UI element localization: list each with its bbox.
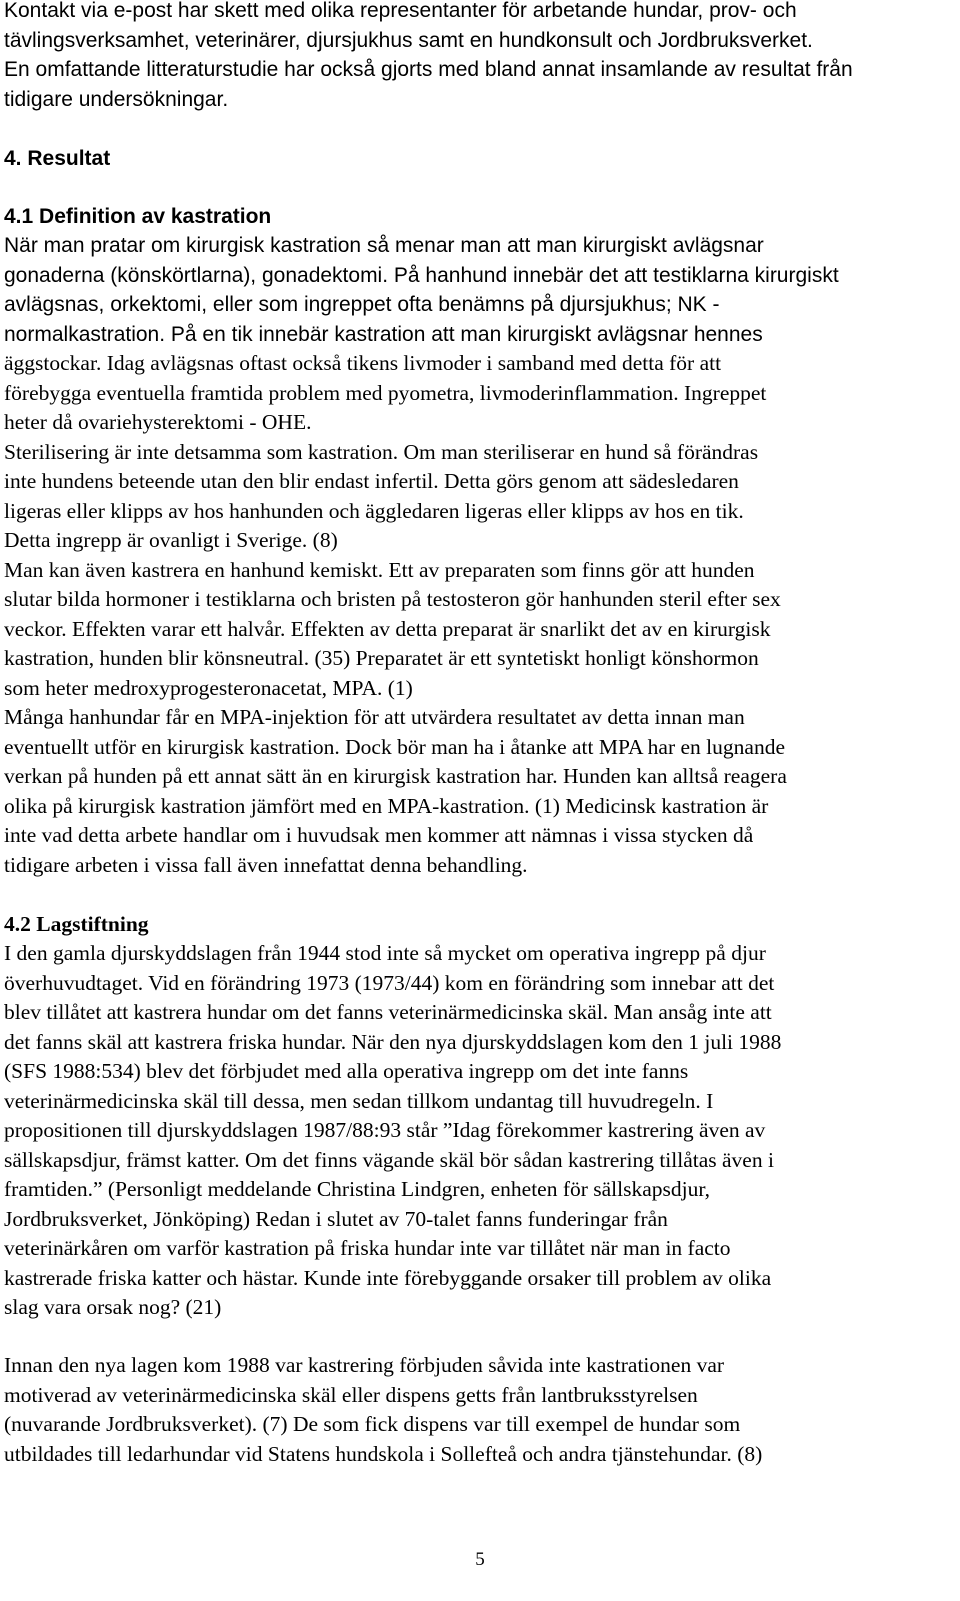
text-line: Sterilisering är inte detsamma som kastration. Om man steriliserar en hund så förändras <box>4 439 759 464</box>
text-line: En omfattande litteraturstudie har också gjorts med bland annat insamlande av resultat från <box>4 58 853 81</box>
text-line: ligeras eller klipps av hos hanhunden och äggledaren ligeras eller klipps av hos en tik. <box>4 498 744 523</box>
text-line: veterinärkåren om varför kastration på friska hundar inte var tillåtet när man in facto <box>4 1236 731 1260</box>
text-line: inte hundens beteende utan den blir endast infertil. Detta görs genom att sädesledaren <box>4 469 739 493</box>
section-heading-definition: 4.1 Definition av kastration <box>4 205 272 228</box>
section-4-2-paragraph-2 <box>4 1351 954 1469</box>
text-line: Kontakt via e-post har skett med olika representanter för arbetande hundar, prov- och <box>4 0 797 22</box>
text-line: slag vara orsak nog? (21) <box>4 1295 222 1319</box>
text-line: blev tillåtet att kastrera hundar om det fanns veterinärmedicinska skäl. Man ansåg inte att <box>4 1000 772 1024</box>
text-line: kastration, hunden blir könsneutral. (35) Preparatet är ett syntetiskt honligt könshormon <box>4 646 759 670</box>
text-line: heter då ovariehysterektomi - OHE. <box>4 410 312 434</box>
page-number: 5 <box>475 1549 485 1570</box>
text-line: Jordbruksverket, Jönköping) Redan i slutet av 70-talet fanns funderingar från <box>4 1206 668 1231</box>
text-line: veterinärmedicinska skäl till dessa, men sedan tillkom undantag till huvudregeln. I <box>4 1088 714 1113</box>
text-line: tidigare undersökningar. <box>4 87 229 111</box>
text-line: det fanns skäl att kastrera friska hundar. När den nya djurskyddslagen kom den 1 juli 1988 <box>4 1029 782 1054</box>
text-line: äggstockar. Idag avlägsnas oftast också tikens livmoder i samband med detta för att <box>4 351 722 375</box>
text-line: eventuellt utför en kirurgisk kastration. Dock bör man ha i åtanke att MPA har en lugnande <box>4 734 785 759</box>
text-line: framtiden.” (Personligt meddelande Christina Lindgren, enheten för sällskapsdjur, <box>4 1177 711 1201</box>
text-line: kastrerade friska katter och hästar. Kunde inte förebyggande orsaker till problem av olika <box>4 1265 772 1290</box>
text-line: Innan den nya lagen kom 1988 var kastrering förbjuden såvida inte kastrationen var <box>4 1353 725 1377</box>
section-4-1-body <box>4 231 954 880</box>
text-line: avlägsnas, orkektomi, eller som ingreppet ofta benämns på djursjukhus; NK - <box>4 293 720 316</box>
text-line: tävlingsverksamhet, veterinärer, djursjukhus samt en hundkonsult och Jordbruksverket. <box>4 28 813 52</box>
text-line: I den gamla djurskyddslagen från 1944 stod inte så mycket om operativa ingrepp på djur <box>4 941 766 965</box>
text-line: (SFS 1988:534) blev det förbjudet med alla operativa ingrepp om det inte fanns <box>4 1059 689 1083</box>
text-line: normalkastration. På en tik innebär kastration att man kirurgiskt avlägsnar hennes <box>4 322 763 346</box>
text-line: sällskapsdjur, främst katter. Om det finns vägande skäl bör sådan kastrering tillåtas även i <box>4 1147 774 1172</box>
text-line: motiverad av veterinärmedicinska skäl eller dispens getts från lantbruksstyrelsen <box>4 1382 698 1407</box>
text-line: slutar bilda hormoner i testiklarna och bristen på testosteron gör hanhunden steril efter sex <box>4 587 781 611</box>
text-line: Detta ingrepp är ovanligt i Sverige. (8) <box>4 528 338 552</box>
intro-paragraph <box>4 0 954 114</box>
text-line: (nuvarande Jordbruksverket). (7) De som fick dispens var till exempel de hundar som <box>4 1412 741 1436</box>
text-line: Många hanhundar får en MPA-injektion för att utvärdera resultatet av detta innan man <box>4 705 745 729</box>
section-4-2-body <box>4 939 954 1323</box>
text-line: verkan på hunden på ett annat sätt än en kirurgisk kastration har. Hunden kan alltså reagera <box>4 764 787 788</box>
text-line: När man pratar om kirurgisk kastration så menar man att man kirurgiskt avlägsnar <box>4 234 764 257</box>
text-line: gonaderna (könskörtlarna), gonadektomi. På hanhund innebär det att testiklarna kirurgiskt <box>4 263 839 287</box>
text-line: Man kan även kastrera en hanhund kemiskt. Ett av preparaten som finns gör att hunden <box>4 557 755 582</box>
text-line: inte vad detta arbete handlar om i huvudsak men kommer att nämnas i vissa stycken då <box>4 823 754 847</box>
text-line: veckor. Effekten varar ett halvår. Effekten av detta preparat är snarlikt det av en kirurgisk <box>4 616 771 641</box>
text-line: utbildades till ledarhundar vid Statens hundskola i Sollefteå och andra tjänstehundar. (8) <box>4 1441 763 1466</box>
section-heading-lagstiftning: 4.2 Lagstiftning <box>4 912 149 936</box>
text-line: tidigare arbeten i vissa fall även innefattat denna behandling. <box>4 852 528 877</box>
text-line: förebygga eventuella framtida problem med pyometra, livmoderinflammation. Ingreppet <box>4 380 767 405</box>
text-line: olika på kirurgisk kastration jämfört med en MPA-kastration. (1) Medicinsk kastration är <box>4 793 769 818</box>
section-heading-resultat: 4. Resultat <box>4 147 111 170</box>
text-line: överhuvudtaget. Vid en förändring 1973 (1973/44) kom en förändring som innebar att det <box>4 970 775 995</box>
text-line: propositionen till djurskyddslagen 1987/88:93 står ”Idag förekommer kastrering även av <box>4 1118 766 1142</box>
text-line: som heter medroxyprogesteronacetat, MPA. (1) <box>4 675 413 700</box>
